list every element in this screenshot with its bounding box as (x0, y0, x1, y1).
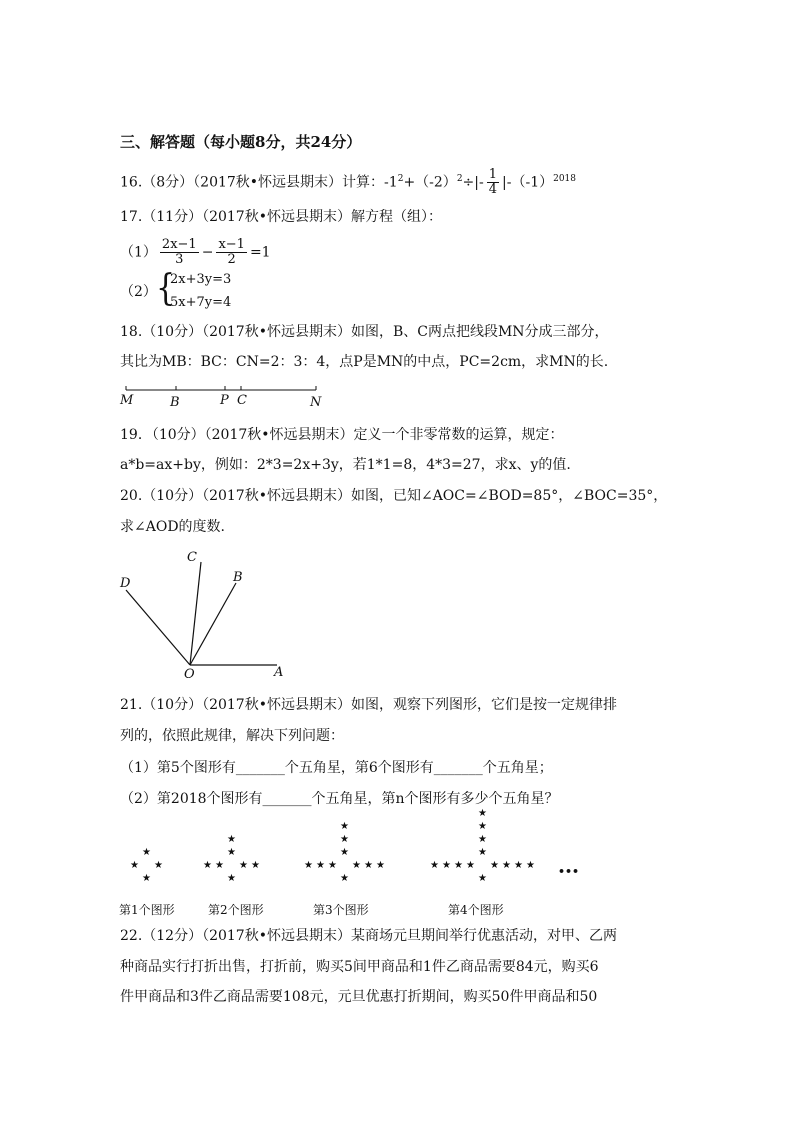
star-icon: ★ (478, 834, 487, 845)
q17-frac1-num: 2x−1 (161, 237, 197, 252)
point-label-n: N (310, 395, 322, 410)
q16-exp-3: 2018 (553, 173, 577, 184)
q17-frac2-num: x−1 (218, 237, 245, 252)
ray-label-c: C (187, 550, 197, 565)
q17-minus: − (201, 244, 214, 261)
caption-figure-2: 第2个图形 (208, 903, 264, 917)
star-icon: ★ (526, 860, 535, 871)
q16-frac-den: 4 (488, 182, 498, 197)
segment-figure (126, 386, 316, 390)
question-21-line-2: 列的，依照此规律，解决下列问题： (120, 728, 344, 744)
question-20-line-1: 20.（10分）（2017秋•怀远县期末）如图，已知∠AOC=∠BOD=85°，∠BOC=35°， (120, 488, 668, 504)
q17-rhs: =1 (249, 244, 271, 261)
star-icon: ★ (154, 860, 163, 871)
star-icon: ★ (340, 873, 349, 884)
q17-p2-label: （2） (120, 284, 157, 300)
star-icon: ★ (215, 860, 224, 871)
question-22-line-1: 22.（12分）（2017秋•怀远县期末）某商场元旦期间举行优惠活动，对甲、乙两 (120, 928, 617, 944)
star-icon: ★ (239, 860, 248, 871)
point-label-m: M (120, 393, 134, 408)
star-icon: ★ (478, 873, 487, 884)
q16-frac-num: 1 (488, 167, 498, 182)
star-icon: ★ (502, 860, 511, 871)
star-icon: ★ (442, 860, 451, 871)
q16-text-3: ÷|- (462, 174, 484, 191)
question-21-line-1: 21.（10分）（2017秋•怀远县期末）如图，观察下列图形，它们是按一定规律排 (120, 697, 617, 713)
star-icon: ★ (227, 834, 236, 845)
point-label-b: B (170, 395, 180, 410)
question-21-sub-1: （1）第5个图形有_______个五角星，第6个图形有_______个五角星； (120, 760, 553, 776)
star-icon: ★ (478, 821, 487, 832)
q17-brace: { (156, 267, 176, 310)
question-19-line-2: a*b=ax+by，例如：2*3=2x+3y，若1*1=8，4*3=27，求x、y的值. (120, 457, 571, 473)
star-icon: ★ (227, 847, 236, 858)
section-title: 三、解答题（每小题8分，共24分） (120, 133, 362, 151)
star-icon: ★ (478, 808, 487, 819)
q16-exp-2: 2 (456, 173, 463, 184)
star-icon: ★ (227, 873, 236, 884)
star-icon: ★ (514, 860, 523, 871)
q17-p1-label: （1） (120, 244, 157, 261)
q17-eq-2: 5x+7y=4 (170, 295, 232, 310)
ray-label-d: D (120, 576, 131, 591)
angle-figure (126, 562, 277, 665)
star-icon: ★ (376, 860, 385, 871)
question-20-line-2: 求∠AOD的度数. (120, 519, 225, 535)
question-22-line-2: 种商品实行打折出售，打折前，购买5间甲商品和1件乙商品需要84元，购买6 (120, 959, 599, 975)
q16-exp-1: 2 (397, 173, 404, 184)
ellipsis-mark: ••• (558, 865, 580, 878)
q16-text-4: |-（-1） (502, 174, 554, 191)
star-icon: ★ (304, 860, 313, 871)
star-icon: ★ (142, 847, 151, 858)
star-icon: ★ (352, 860, 361, 871)
star-icon: ★ (340, 821, 349, 832)
star-icon: ★ (340, 847, 349, 858)
point-label-p: P (220, 393, 229, 408)
star-icon: ★ (478, 847, 487, 858)
question-18-line-2: 其比为MB：BC：CN=2：3：4，点P是MN的中点，PC=2cm，求MN的长. (120, 354, 609, 370)
q17-eq-1: 2x+3y=3 (170, 272, 232, 287)
question-17-stem: 17.（11分）（2017秋•怀远县期末）解方程（组）： (120, 209, 442, 225)
vertex-label-o: O (184, 667, 195, 682)
caption-figure-3: 第3个图形 (313, 903, 369, 917)
star-icon: ★ (466, 860, 475, 871)
star-icon: ★ (340, 834, 349, 845)
ray-label-a: A (274, 665, 284, 680)
star-icon: ★ (490, 860, 499, 871)
q17-frac1-den: 3 (175, 252, 184, 267)
star-icon: ★ (454, 860, 463, 871)
star-icon: ★ (364, 860, 373, 871)
caption-figure-4: 第4个图形 (448, 903, 504, 917)
question-22-line-3: 件甲商品和3件乙商品需要108元，元旦优惠打折期间，购买50件甲商品和50 (120, 989, 598, 1005)
star-icon: ★ (316, 860, 325, 871)
star-icon: ★ (251, 860, 260, 871)
question-18-line-1: 18.（10分）（2017秋•怀远县期末）如图，B、C两点把线段MN分成三部分， (120, 324, 609, 340)
q17-frac2-den: 2 (227, 252, 236, 267)
ray-label-b: B (233, 570, 243, 585)
star-icon: ★ (130, 860, 139, 871)
q16-text-2: +（-2） (403, 174, 457, 191)
star-icon: ★ (430, 860, 439, 871)
q16-text-1: 16.（8分）（2017秋•怀远县期末）计算：-1 (120, 174, 398, 191)
star-icon: ★ (203, 860, 212, 871)
question-21-sub-2: （2）第2018个图形有_______个五角星，第n个图形有多少个五角星？ (120, 791, 559, 807)
star-icon: ★ (142, 873, 151, 884)
question-19-line-1: 19．（10分）（2017秋•怀远县期末）定义一个非零常数的运算，规定： (120, 427, 564, 443)
caption-figure-1: 第1个图形 (119, 903, 175, 917)
star-icon: ★ (328, 860, 337, 871)
point-label-c: C (237, 393, 247, 408)
